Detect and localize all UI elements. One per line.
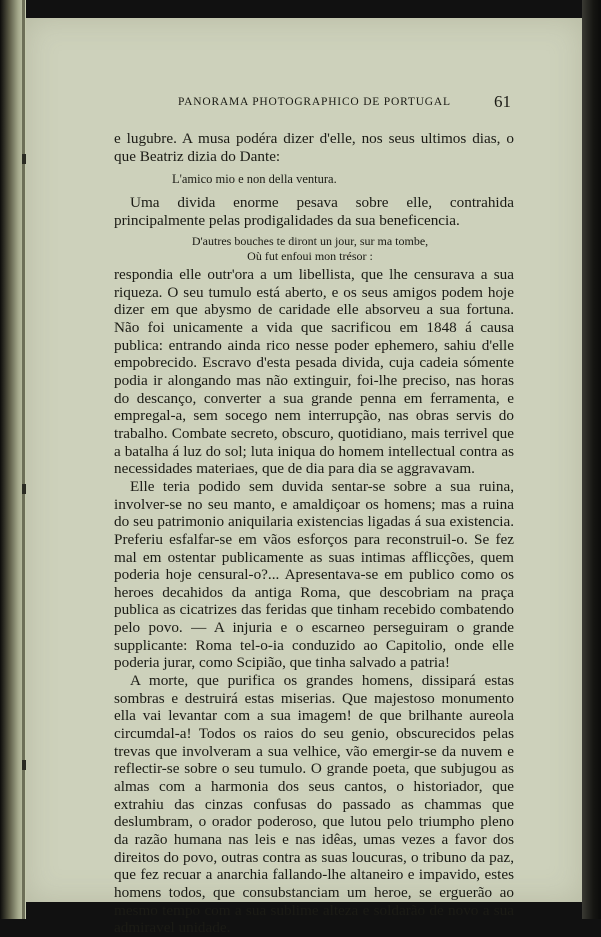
paragraph-text: Uma divida enorme pesava sobre elle, contrahida principalmente pelas prodigalidades da sua beneficencia.: [114, 194, 514, 229]
paragraph: Elle teria podido sem duvida sentar-se sobre a sua ruina, involver-se no seu manto, e amaldiçoar os homens; mas a ruina do seu patrimonio aniquilaria existencias ligadas á sua existencia. Preferiu esfalfar-se em vãos esforços para reconstruil-o. Se fez mal em ostentar publicamente as suas intimas afflicções, quem poderia hoje censural-o?... Apresentava-se em publico como os heroes decahidos da antiga Roma, que descobriam na praça publica as cicatrizes das feridas que tinham recebido combatendo pelo povo. — A injuria e o escarneo perseguiram o grande supplicante: Roma tel-o-ia conduzido ao Capitolio, onde elle poderia jurar, como Scipião, que tinha salvado a patria!: [114, 477, 514, 672]
gutter-mark: [22, 484, 26, 494]
main-text: [114, 266, 514, 937]
page-number: 61: [494, 92, 511, 111]
paragraph: respondia elle outr'ora a um libellista, que lhe censurava a sua riqueza. O seu tumulo está aberto, e os seus amigos podem hoje dizer em que abysmo de caridade elle absorveu a sua fortuna. Não foi unicamente a vida que sacrificou em 1848 á causa publica: entrando ainda rico nesse poder ephemero, sahiu d'elle empobrecido. Escravo d'esta pesada divida, cuja cadeia sómente podia ir alongando mas não extinguir, foi-lhe preciso, nas horas do descanço, converter a sua grande penna em ferramenta, e empregal-a, sem socego nem interrupção, nas obras servis do trabalho. Combate secreto, obscuro, quotidiano, mais terrivel que a batalha á luz do sol; luta iniqua do homem intellectual contra as necessidades materiaes, que de dia para dia se aggravavam.: [114, 266, 514, 478]
quote-line: Où fut enfoui mon trésor :: [247, 248, 373, 263]
page-fold: [22, 0, 25, 919]
running-title: PANORAMA PHOTOGRAPHICO DE PORTUGAL: [178, 96, 451, 108]
quote-line: D'autres bouches te diront un jour, sur ma tombe,: [191, 234, 429, 248]
paragraph: [114, 194, 514, 229]
italian-quote: L'amico mio e non della ventura.: [172, 172, 337, 186]
book-edge: [582, 0, 601, 919]
gutter-mark: [22, 154, 26, 164]
paragraph: A morte, que purifica os grandes homens, dissipará estas sombras e destruirá estas miserias. Que majestoso monumento ella vai levantar com a sua imagem! de que brilhante aureola circumdal-a! Todos os raios do seu genio, obscurecidos pelas trevas que involveram a sua velhice, vão emergir-se da nuvem e reflectir-se sobre o seu tumulo. O grande poeta, que subjugou as almas com a harmonia dos seus cantos, o historiador, que extrahiu das cinzas confusas do passado as chammas que deslumbram, o orador poderoso, que lutou pelo triumpho pleno da razão humana nas leis e nas idêas, umas vezes a favor dos direitos do povo, outras contra as suas loucuras, o tribuno da paz, que fez recuar a anarchia fallando-lhe altaneiro e impavido, estes homens todos, que consubstanciam um heroe, se erguerão ao mesmo tempo com a sua sublime alteza e soldarão de novo a sua admiravel unidade.: [114, 672, 514, 937]
gutter-mark: [22, 760, 26, 770]
paragraph: e lugubre. A musa podéra dizer d'elle, nos seus ultimos dias, o que Beatriz dizia do Dante:: [114, 130, 514, 165]
french-quote: [175, 234, 445, 263]
